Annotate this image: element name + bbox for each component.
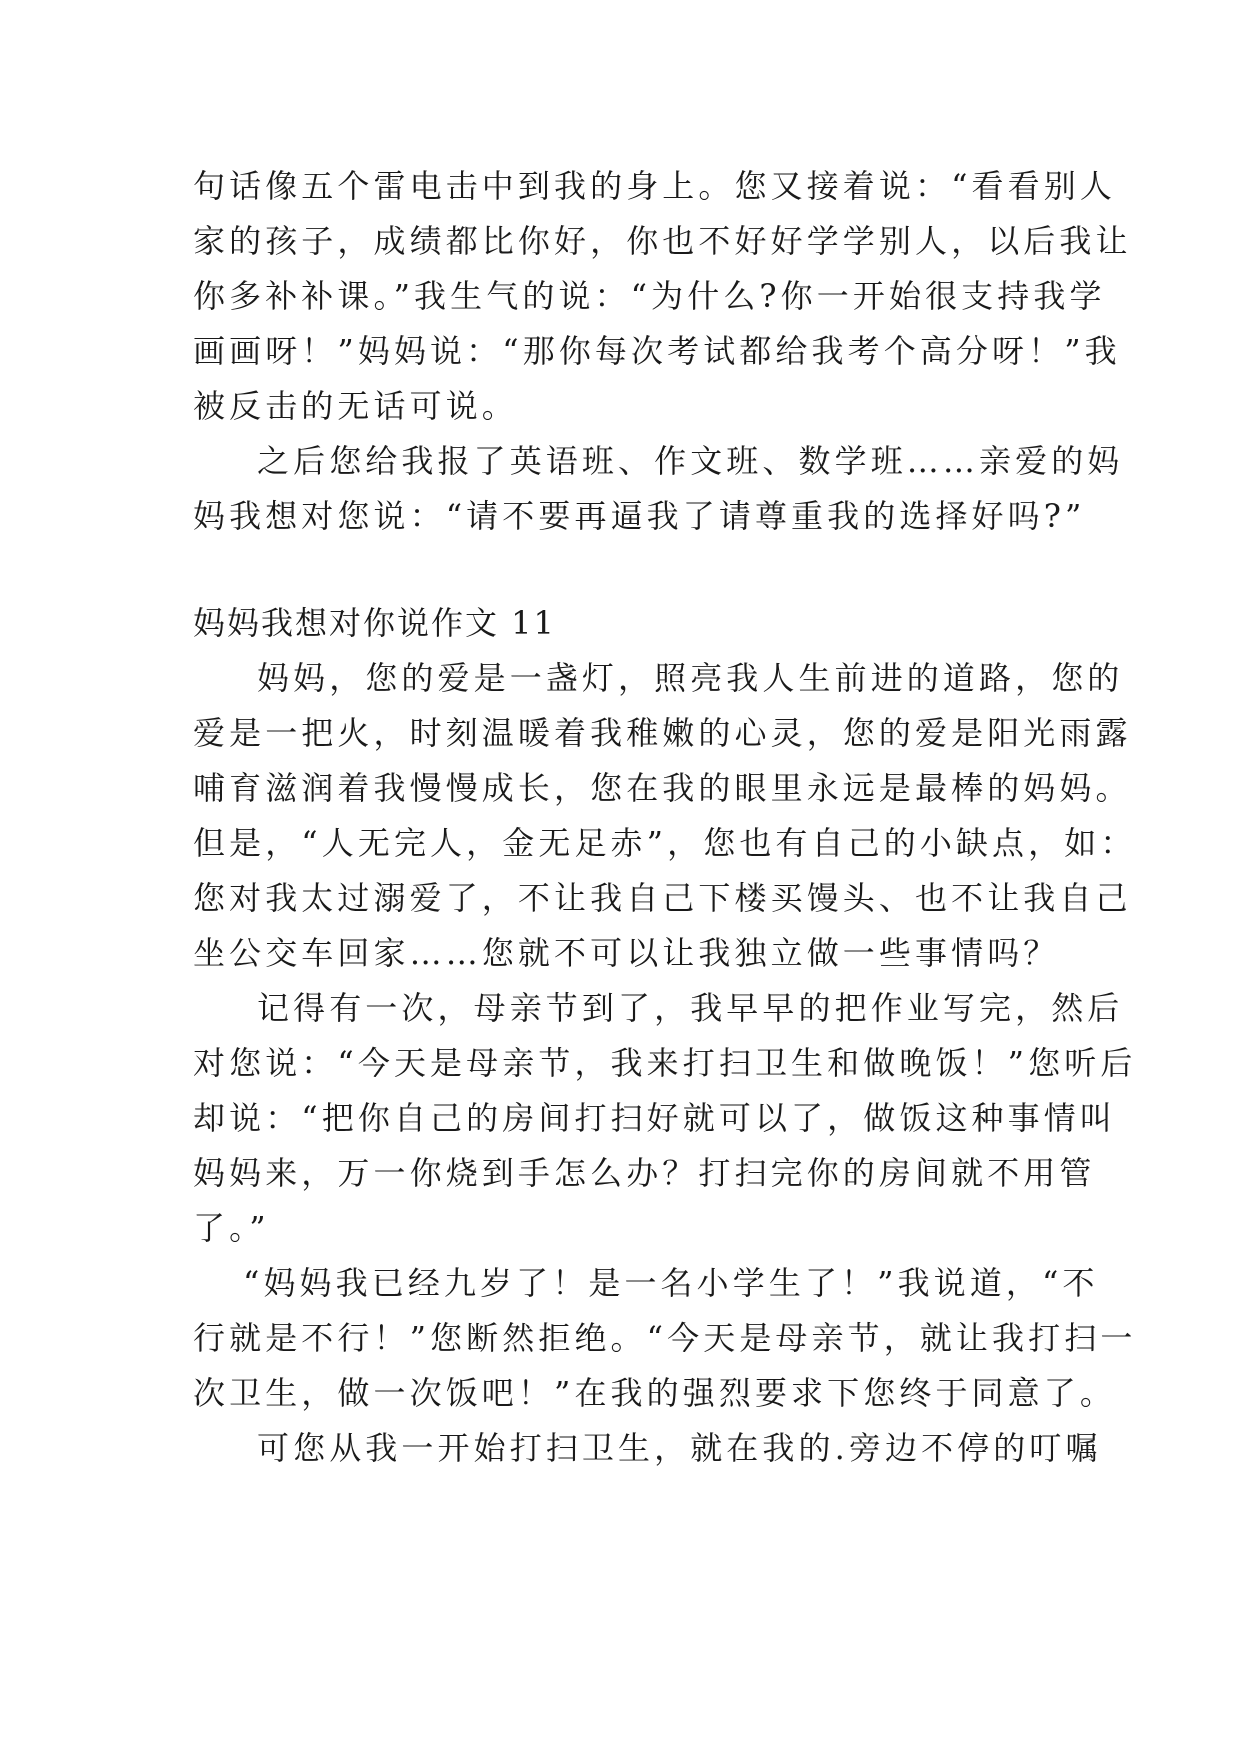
paragraph-line: 你多补补课。”我生气的说：“为什么?你一开始很支持我学 xyxy=(193,277,1106,315)
paragraph-line: 妈妈来，万一你烧到手怎么办？打扫完你的房间就不用管 xyxy=(193,1154,1096,1192)
paragraph-line: “妈妈我已经九岁了！是一名小学生了！”我说道，“不 xyxy=(243,1264,1099,1302)
paragraph-line: 爱是一把火，时刻温暖着我稚嫩的心灵，您的爱是阳光雨露 xyxy=(193,714,1132,752)
paragraph-line: 之后您给我报了英语班、作文班、数学班……亲爱的妈 xyxy=(257,442,1124,480)
paragraph-line: 坐公交车回家……您就不可以让我独立做一些事情吗？ xyxy=(193,934,1060,972)
paragraph-line: 家的孩子，成绩都比你好，你也不好好学学别人，以后我让 xyxy=(193,222,1132,260)
paragraph-line: 可您从我一开始打扫卫生，就在我的.旁边不停的叮嘱 xyxy=(257,1429,1102,1467)
paragraph-line: 了。” xyxy=(193,1209,270,1247)
section-heading: 妈妈我想对你说作文 11 xyxy=(193,604,556,642)
paragraph-line: 画画呀！”妈妈说：“那你每次考试都给我考个高分呀！”我 xyxy=(193,332,1121,370)
paragraph-line: 次卫生，做一次饭吧！”在我的强烈要求下您终于同意了。 xyxy=(193,1374,1116,1412)
paragraph-line: 但是，“人无完人，金无足赤”，您也有自己的小缺点，如： xyxy=(193,824,1137,862)
paragraph-line: 行就是不行！”您断然拒绝。“今天是母亲节，就让我打扫一 xyxy=(193,1319,1137,1357)
paragraph-line: 被反击的无话可说。 xyxy=(193,387,518,425)
paragraph-line: 对您说：“今天是母亲节，我来打扫卫生和做晚饭！”您听后 xyxy=(193,1044,1137,1082)
paragraph-line: 记得有一次，母亲节到了，我早早的把作业写完，然后 xyxy=(257,989,1124,1027)
paragraph-line: 却说：“把你自己的房间打扫好就可以了，做饭这种事情叫 xyxy=(193,1099,1116,1137)
paragraph-line: 妈我想对您说：“请不要再逼我了请尊重我的选择好吗?” xyxy=(193,497,1086,535)
paragraph-line: 句话像五个雷电击中到我的身上。您又接着说：“看看别人 xyxy=(193,167,1116,205)
paragraph-line: 哺育滋润着我慢慢成长，您在我的眼里永远是最棒的妈妈。 xyxy=(193,769,1132,807)
paragraph-line: 您对我太过溺爱了，不让我自己下楼买馒头、也不让我自己 xyxy=(193,879,1132,917)
paragraph-line: 妈妈，您的爱是一盏灯，照亮我人生前进的道路，您的 xyxy=(257,659,1124,697)
